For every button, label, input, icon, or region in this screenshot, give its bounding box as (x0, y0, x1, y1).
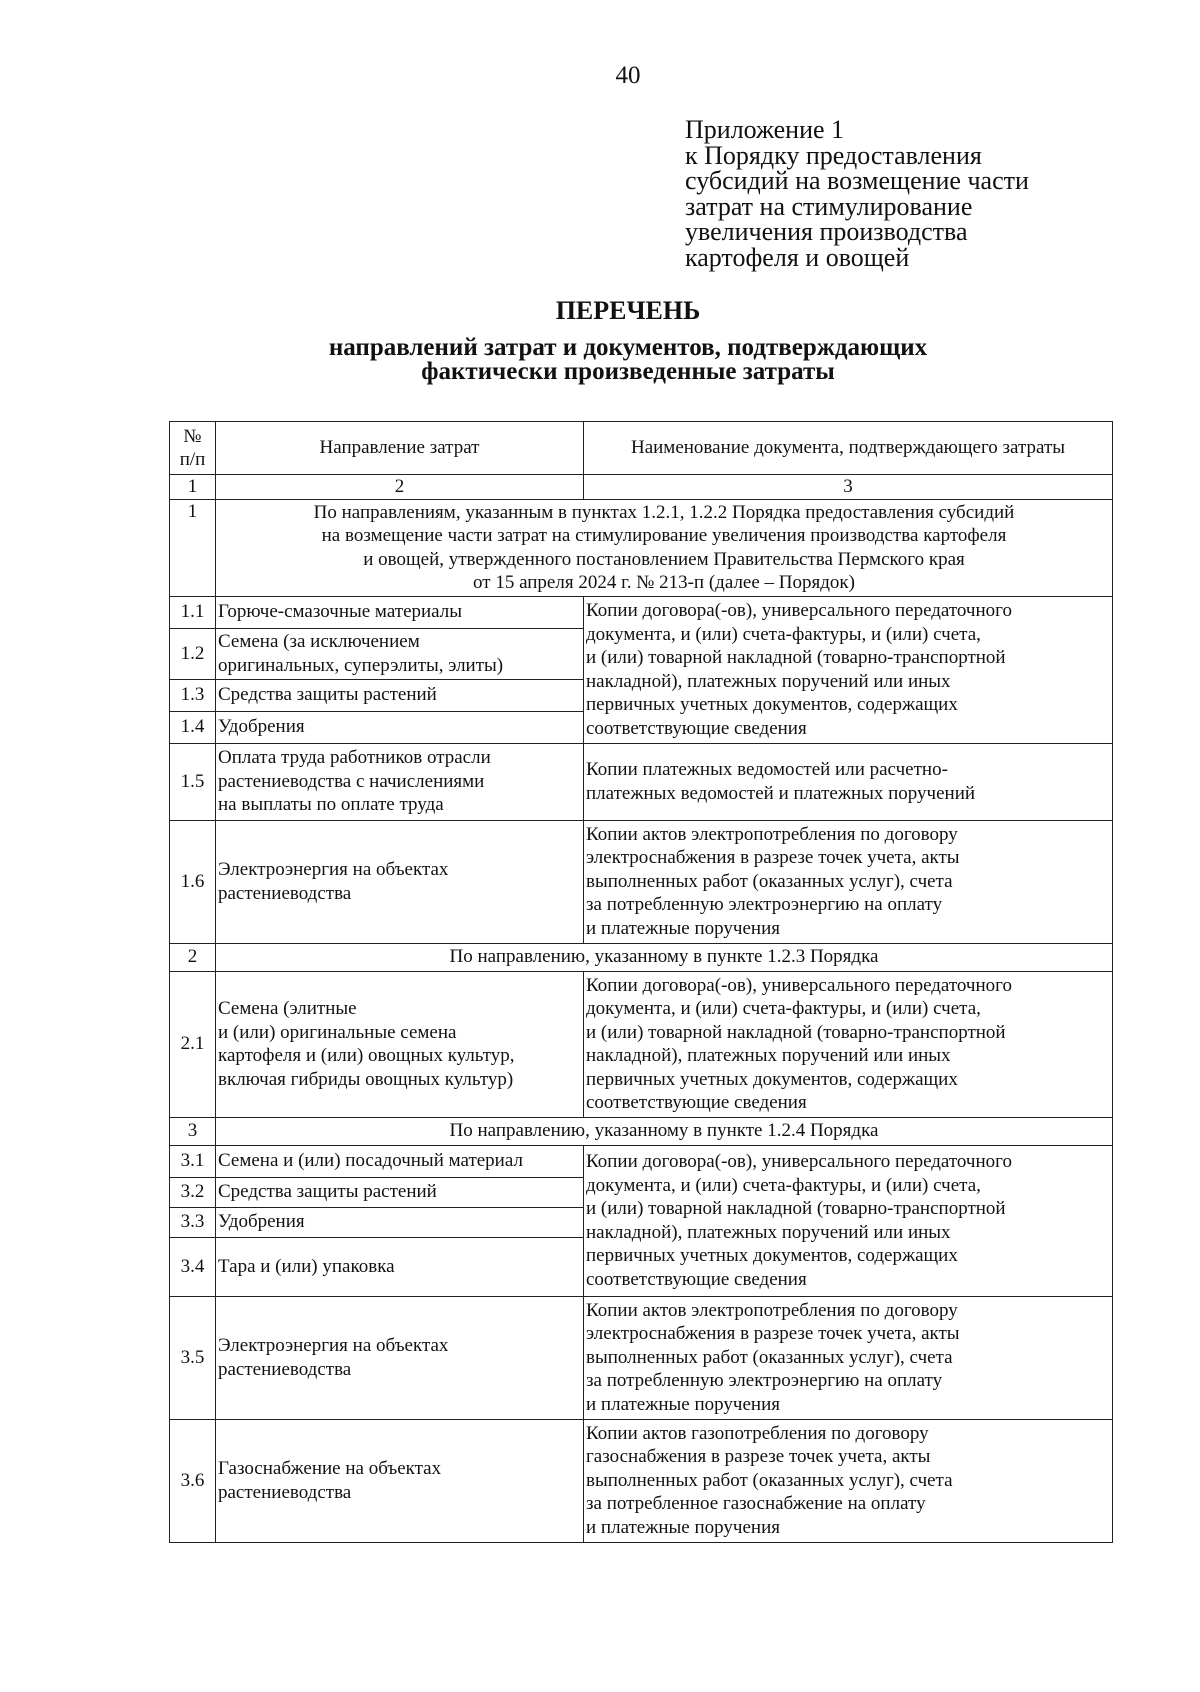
header-direction: Направление затрат (216, 422, 584, 475)
row-document: Копии актов газопотребления по договору газоснабжения в разрезе точек учета, акты выполненных работ (оказанных услуг), счета за потребленное газоснабжение на оплату и платежные поручения (584, 1419, 1113, 1542)
section-row-1 (170, 499, 1113, 596)
table-row (170, 1419, 1113, 1542)
row-direction: Удобрения (216, 711, 584, 743)
table-header-row (170, 422, 1113, 475)
row-direction: Оплата труда работников отрасли растениеводства с начислениями на выплаты по оплате труда (216, 743, 584, 820)
row-number: 1.4 (170, 711, 216, 743)
row-number: 3.1 (170, 1145, 216, 1177)
row-number: 1.3 (170, 679, 216, 711)
row-document: Копии актов электропотребления по договору электроснабжения в разрезе точек учета, акты выполненных работ (оказанных услуг), счета за потребленную электроэнергию на оплату и платежные поручения (584, 1296, 1113, 1419)
row-document: Копии платежных ведомостей или расчетно- платежных ведомостей и платежных поручений (584, 743, 1113, 820)
column-number-2: 2 (216, 475, 584, 500)
column-numbers-row (170, 475, 1113, 500)
table-row (170, 1145, 1113, 1177)
row-number: 3.5 (170, 1296, 216, 1419)
section-number: 1 (170, 499, 216, 596)
row-number: 1.1 (170, 596, 216, 628)
row-number: 1.5 (170, 743, 216, 820)
table-row (170, 743, 1113, 820)
row-number: 2.1 (170, 971, 216, 1117)
row-document: Копии договора(-ов), универсального передаточного документа, и (или) счета-фактуры, и (или) счета, и (или) товарной накладной (товарно-транспортной накладной), платежных поручений или иных первичных учетных документов, содержащих соответствующие сведения (584, 596, 1113, 743)
table-row (170, 1296, 1113, 1419)
column-number-3: 3 (584, 475, 1113, 500)
column-number-1: 1 (170, 475, 216, 500)
row-document: Копии актов электропотребления по договору электроснабжения в разрезе точек учета, акты выполненных работ (оказанных услуг), счета за потребленную электроэнергию на оплату и платежные поручения (584, 820, 1113, 943)
row-number: 3.6 (170, 1419, 216, 1542)
row-number: 3.3 (170, 1207, 216, 1237)
row-direction: Семена (элитные и (или) оригинальные семена картофеля и (или) овощных культур, включая гибриды овощных культур) (216, 971, 584, 1117)
cost-directions-table (169, 421, 1113, 1543)
row-number: 1.2 (170, 628, 216, 679)
header-document: Наименование документа, подтверждающего затраты (584, 422, 1113, 475)
row-number: 1.6 (170, 820, 216, 943)
section-title: По направлению, указанному в пункте 1.2.3 Порядка (216, 943, 1113, 971)
row-number: 3.4 (170, 1237, 216, 1296)
row-direction: Средства защиты растений (216, 1177, 584, 1207)
section-row-2 (170, 943, 1113, 971)
appendix-reference: Приложение 1 к Порядку предоставления субсидий на возмещение части затрат на стимулирование увеличения производства картофеля и овощей (685, 115, 1029, 272)
row-number: 3.2 (170, 1177, 216, 1207)
row-direction: Семена (за исключением оригинальных, суперэлиты, элиты) (216, 628, 584, 679)
row-document: Копии договора(-ов), универсального передаточного документа, и (или) счета-фактуры, и (или) счета, и (или) товарной накладной (товарно-транспортной накладной), платежных поручений или иных первичных учетных документов, содержащих соответствующие сведения (584, 971, 1113, 1117)
section-title: По направлению, указанному в пункте 1.2.4 Порядка (216, 1117, 1113, 1145)
row-direction: Средства защиты растений (216, 679, 584, 711)
section-number: 2 (170, 943, 216, 971)
row-direction: Удобрения (216, 1207, 584, 1237)
row-document: Копии договора(-ов), универсального передаточного документа, и (или) счета-фактуры, и (или) счета, и (или) товарной накладной (товарно-транспортной накладной), платежных поручений или иных первичных учетных документов, содержащих соответствующие сведения (584, 1145, 1113, 1296)
table-row (170, 971, 1113, 1117)
document-title: ПЕРЕЧЕНЬ (555, 296, 701, 325)
page-number: 40 (615, 62, 641, 89)
row-direction: Электроэнергия на объектах растениеводства (216, 820, 584, 943)
section-row-3 (170, 1117, 1113, 1145)
section-number: 3 (170, 1117, 216, 1145)
row-direction: Электроэнергия на объектах растениеводства (216, 1296, 584, 1419)
row-direction: Семена и (или) посадочный материал (216, 1145, 584, 1177)
row-direction: Тара и (или) упаковка (216, 1237, 584, 1296)
document-subtitle: направлений затрат и документов, подтверждающих фактически произведенные затраты (328, 334, 928, 385)
section-title: По направлениям, указанным в пунктах 1.2.1, 1.2.2 Порядка предоставления субсидий на возмещение части затрат на стимулирование увеличения производства картофеля и овощей, утвержденного постановлением Правительства Пермского края от 15 апреля 2024 г. № 213-п (далее – Порядок) (216, 499, 1113, 596)
row-direction: Газоснабжение на объектах растениеводства (216, 1419, 584, 1542)
table-row (170, 596, 1113, 628)
header-number: № п/п (170, 422, 216, 475)
table-row (170, 820, 1113, 943)
row-direction: Горюче-смазочные материалы (216, 596, 584, 628)
